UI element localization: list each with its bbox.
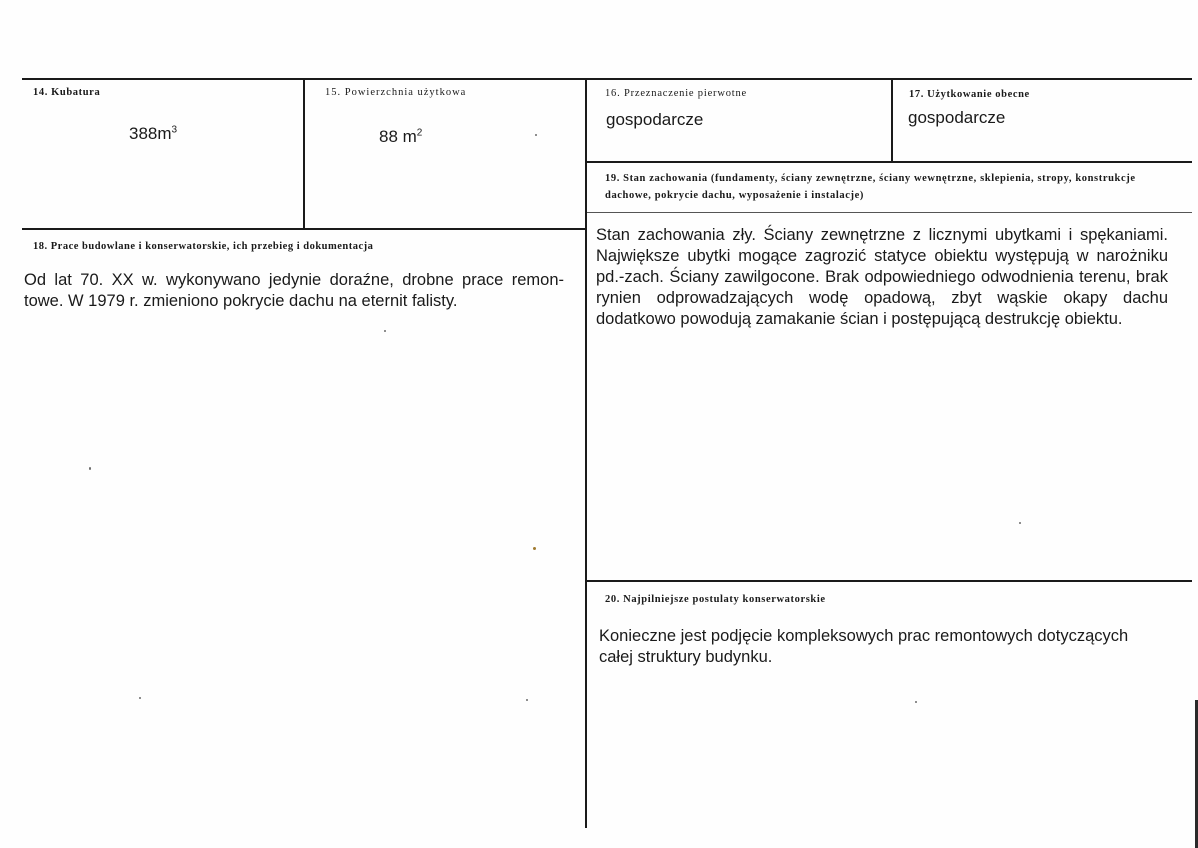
vertical-divider-14-15 [303, 78, 305, 228]
field-14-value [129, 124, 177, 144]
field-20-label: 20. Najpilniejsze postulaty konserwatorskie [605, 594, 826, 605]
field-16-value: gospodarcze [606, 110, 704, 129]
scan-speck [139, 697, 141, 699]
field-17-value: gospodarcze [908, 108, 1006, 127]
field-15-label: 15. Powierzchnia użytkowa [325, 87, 467, 98]
horizontal-line-19-text [587, 212, 1192, 213]
field-18-text: Od lat 70. XX w. wykonywano jedynie doraźne, drobne prace remon-towe. W 1979 r. zmieniono pokrycie dachu na eternit falisty. [24, 271, 564, 310]
vertical-divider-16-17 [891, 80, 893, 162]
scan-speck [1019, 522, 1021, 524]
horizontal-line-16-19 [587, 161, 1192, 163]
field-20-text: Konieczne jest podjęcie kompleksowych prac remontowych dotyczących całej struktury budynku. [599, 627, 1129, 666]
field-19-label: 19. Stan zachowania (fundamenty, ściany zewnętrzne, ściany wewnętrzne, sklepienia, stropy, konstrukcje dachowe, pokrycie dachu, wyposażenie i instalacje) [605, 173, 1136, 201]
scan-speck [384, 330, 386, 332]
scan-speck [526, 699, 528, 701]
field-15-number: 88 m [379, 127, 417, 146]
field-14-label: 14. Kubatura [33, 87, 101, 98]
field-16-label: 16. Przeznaczenie pierwotne [605, 88, 747, 99]
field-19-text: Stan zachowania zły. Ściany zewnętrzne z licznymi ubytkami i spękaniami. Największe ubytki mogące zagrozić statyce obiektu występują w narożniku pd.-zach. Ściany zawilgocone. Brak odpowiedniego odwodnienia terenu, brak rynien odprowadzających wodę opadową, zbyt wąskie okapy dachu dodatkowo powodują zamakanie ścian i postępującą destrukcję obiektu. [596, 226, 1168, 328]
top-border-line [22, 78, 1192, 80]
field-14-number: 388m [129, 124, 172, 143]
scan-speck [89, 467, 91, 470]
horizontal-line-19-20 [587, 580, 1192, 582]
field-15-value [379, 127, 422, 147]
field-15-unit-exponent: 2 [416, 127, 423, 139]
field-18-label: 18. Prace budowlane i konserwatorskie, ich przebieg i dokumentacja [33, 241, 374, 252]
field-14-unit-exponent: 3 [171, 124, 178, 136]
scan-speck [535, 134, 537, 136]
scan-speck [915, 701, 917, 703]
horizontal-line-14-18 [22, 228, 587, 230]
field-17-label: 17. Użytkowanie obecne [909, 89, 1030, 100]
vertical-divider-main [585, 78, 587, 828]
scan-speck [533, 547, 536, 550]
